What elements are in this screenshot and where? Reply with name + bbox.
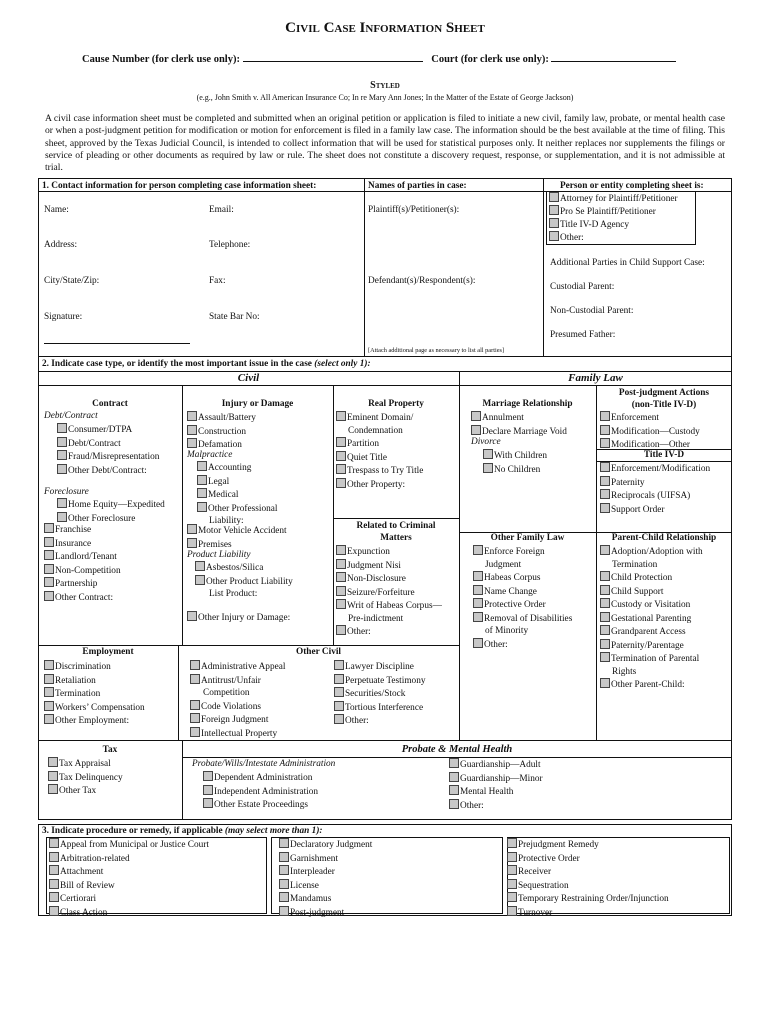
foreclosure-subheader: Foreclosure xyxy=(44,487,89,497)
checkbox-option[interactable]: Fraud/Misrepresentation xyxy=(57,450,159,464)
product-list xyxy=(195,561,293,601)
person-option-prose[interactable]: Pro Se Plaintiff/Petitioner xyxy=(549,205,656,219)
cause-number-label: Cause Number (for clerk use only): xyxy=(82,54,240,65)
preindictment-label: Pre-indictment xyxy=(348,613,404,624)
checkbox-option[interactable]: Seizure/Forfeiture xyxy=(336,586,442,600)
checkbox-option[interactable]: Custody or Visitation xyxy=(600,598,703,612)
checkbox-option[interactable]: Class Action xyxy=(49,906,209,920)
probate-header: Probate & Mental Health xyxy=(401,744,513,755)
contract-header: Contract xyxy=(92,399,128,409)
checkbox-option[interactable]: License xyxy=(279,879,372,893)
checkbox-option[interactable]: Gestational Parenting xyxy=(600,612,703,626)
checkbox-option[interactable]: Other: xyxy=(336,625,442,639)
checkbox-option[interactable]: Grandparent Access xyxy=(600,625,703,639)
checkbox-option[interactable]: Legal xyxy=(197,475,277,489)
other-family-header: Other Family Law xyxy=(490,533,565,543)
checkbox-option[interactable]: Guardianship—Minor xyxy=(449,772,543,786)
checkbox-option[interactable]: Administrative Appeal xyxy=(190,660,285,674)
other-injury-option[interactable]: Other Injury or Damage: xyxy=(187,611,290,625)
email-label: Email: xyxy=(209,205,234,215)
checkbox-option[interactable]: Attachment xyxy=(49,865,209,879)
checkbox-option[interactable]: Non-Disclosure xyxy=(336,572,442,586)
checkbox[interactable] xyxy=(549,218,559,228)
of-minority-label: of Minority xyxy=(485,626,529,636)
checkbox-option[interactable]: Paternity xyxy=(600,476,710,490)
employment-list xyxy=(44,660,145,728)
checkbox-option[interactable]: Enforcement/Modification xyxy=(600,462,710,476)
procedure-list-3 xyxy=(507,838,669,919)
postjudgment-header: Post-judgment Actions (non-Title IV-D) xyxy=(618,388,710,410)
checkbox-option[interactable]: Mandamus xyxy=(279,892,372,906)
checkbox-option[interactable]: Expunction xyxy=(336,545,442,559)
court-label: Court (for clerk use only): xyxy=(431,54,549,65)
section1-header: 1. Contact information for person completing case information sheet: xyxy=(42,181,317,191)
signature-line xyxy=(44,343,190,344)
other-family-list xyxy=(473,545,572,651)
section3-header: 3. Indicate procedure or remedy, if applicable (may select more than 1): xyxy=(42,826,323,836)
checkbox-option[interactable]: Other Property: xyxy=(336,478,423,492)
checkbox-option[interactable]: Asbestos/Silica xyxy=(195,561,293,575)
procedure-list-2 xyxy=(279,838,372,919)
checkbox-option[interactable]: Enforce Foreign xyxy=(473,545,572,559)
procedure-list-1 xyxy=(49,838,209,919)
additional-parties-label: Additional Parties in Child Support Case: xyxy=(550,258,705,268)
telephone-label: Telephone: xyxy=(209,240,251,250)
checkbox-option[interactable]: Other Foreclosure xyxy=(57,512,165,526)
styled-label: Styled xyxy=(370,80,400,91)
checkbox-option[interactable]: Partition xyxy=(336,437,423,451)
checkbox-option[interactable]: Reciprocals (UIFSA) xyxy=(600,489,710,503)
checkbox-option[interactable]: Defamation xyxy=(187,438,256,452)
defendant-label: Defendant(s)/Respondent(s): xyxy=(368,276,476,286)
section2-header: 2. Indicate case type, or identify the most important issue in the case (select only 1): xyxy=(42,359,371,369)
mental-health-list xyxy=(449,758,543,812)
checkbox-option[interactable]: Support Order xyxy=(600,503,710,517)
attach-note: [Attach additional page as necessary to list all parties] xyxy=(368,347,505,354)
checkbox-option[interactable]: Writ of Habeas Corpus— xyxy=(336,599,442,613)
checkbox[interactable] xyxy=(549,205,559,215)
checkbox-option[interactable]: Landlord/Tenant xyxy=(44,550,121,564)
condemnation-label: Condemnation xyxy=(348,425,403,436)
parties-header: Names of parties in case: xyxy=(368,181,467,191)
competition-label: Competition xyxy=(203,688,250,698)
checkbox-option[interactable]: Assault/Battery xyxy=(187,411,256,425)
injury-more-list xyxy=(187,524,287,551)
checkbox-option[interactable]: Other Debt/Contract: xyxy=(57,464,159,478)
checkbox-option[interactable]: Declare Marriage Void xyxy=(471,425,567,439)
checkbox-option[interactable]: Medical xyxy=(197,488,277,502)
checkbox[interactable] xyxy=(549,192,559,202)
debt-contract-subheader: Debt/Contract xyxy=(44,411,98,421)
styled-example: (e.g., John Smith v. All American Insurance Co; In re Mary Ann Jones; In the Matter of the Estate of George Jackson) xyxy=(196,93,574,102)
checkbox-option[interactable]: Annulment xyxy=(471,411,567,425)
checkbox-option[interactable]: Certiorari xyxy=(49,892,209,906)
checkbox-option[interactable]: Turnover xyxy=(507,906,669,920)
checkbox-option[interactable]: Other: xyxy=(334,714,426,728)
checkbox[interactable] xyxy=(549,231,559,241)
checkbox-option[interactable]: Quiet Title xyxy=(336,451,423,465)
court-field[interactable] xyxy=(551,52,676,62)
employment-header: Employment xyxy=(82,647,134,657)
checkbox-option[interactable]: Antitrust/Unfair xyxy=(190,674,285,688)
checkbox-option[interactable]: Lawyer Discipline xyxy=(334,660,426,674)
bar-number-label: State Bar No: xyxy=(209,312,260,322)
person-option-attorney[interactable]: Attorney for Plaintiff/Petitioner xyxy=(549,192,678,206)
checkbox-option[interactable]: Other Tax xyxy=(48,784,123,798)
checkbox-option[interactable]: Mental Health xyxy=(449,785,543,799)
parent-child-list xyxy=(600,545,703,692)
injury-list xyxy=(187,411,256,452)
checkbox-option[interactable]: Protective Order xyxy=(473,598,572,612)
tax-list xyxy=(48,757,123,798)
checkbox-option[interactable]: Temporary Restraining Order/Injunction xyxy=(507,892,669,906)
checkbox-option[interactable]: Guardianship—Adult xyxy=(449,758,543,772)
malpractice-subheader: Malpractice xyxy=(187,450,233,460)
checkbox-option[interactable]: Eminent Domain/ xyxy=(336,411,423,425)
checkbox-option[interactable]: Bill of Review xyxy=(49,879,209,893)
checkbox-option[interactable]: Home Equity—Expedited xyxy=(57,498,165,512)
checkbox-option[interactable]: Child Protection xyxy=(600,571,703,585)
checkbox-option[interactable]: Tax Appraisal xyxy=(48,757,123,771)
checkbox-option[interactable]: Retaliation xyxy=(44,674,145,688)
checkbox-option[interactable]: Partnership xyxy=(44,577,121,591)
divorce-list xyxy=(483,449,547,476)
contract-list xyxy=(57,423,159,477)
foreclosure-list xyxy=(57,498,165,525)
postjudgment-list xyxy=(600,411,700,452)
checkbox-option[interactable]: Declaratory Judgment xyxy=(279,838,372,852)
judgment-label: Judgment xyxy=(485,559,522,570)
noncustodial-parent-label: Non-Custodial Parent: xyxy=(550,306,634,316)
marriage-header: Marriage Relationship xyxy=(482,399,573,409)
plaintiff-label: Plaintiff(s)/Petitioner(s): xyxy=(368,205,460,215)
contract-more-list xyxy=(44,523,121,604)
list-product-label: List Product: xyxy=(209,589,258,599)
checkbox-option[interactable]: Other Contract: xyxy=(44,591,121,605)
marriage-list xyxy=(471,411,567,438)
checkbox-option[interactable]: Receiver xyxy=(507,865,669,879)
checkbox-option[interactable]: Other Employment: xyxy=(44,714,145,728)
checkbox-option[interactable]: Other Product Liability xyxy=(195,575,293,589)
checkbox-option[interactable]: Securities/Stock xyxy=(334,687,426,701)
person-option-title4d[interactable]: Title IV-D Agency xyxy=(549,218,629,232)
title4d-header: Title IV-D xyxy=(643,450,685,460)
checkbox-option[interactable]: Discrimination xyxy=(44,660,145,674)
checkbox-option[interactable]: Appeal from Municipal or Justice Court xyxy=(49,838,209,852)
checkbox-option[interactable]: Code Violations xyxy=(190,700,285,714)
checkbox-option[interactable]: Dependent Administration xyxy=(203,771,318,785)
checkbox-option[interactable]: Consumer/DTPA xyxy=(57,423,159,437)
checkbox-option[interactable]: Workers’ Compensation xyxy=(44,701,145,715)
checkbox-option[interactable]: Accounting xyxy=(197,461,277,475)
checkbox-option[interactable]: Modification—Custody xyxy=(600,425,700,439)
intro-paragraph: A civil case information sheet must be completed and submitted when an original petition or application is filed to initiate a new civil, family law, probate, or mental health case or when a post-judgment petition for modification or motion for enforcement is filed in a family law case. The information should be the best available at the time of filing. This sheet, approved by the Texas Judicial Council, is intended to collect information that will be used for statistical purposes only. It neither replaces nor supplements the filings or service of pleading or other documents as required by law or rule. The sheet does not constitute a discovery request, response, or supplementation, and it is not admissible at trial. xyxy=(45,113,725,174)
custodial-parent-label: Custodial Parent: xyxy=(550,282,615,292)
checkbox-option[interactable]: Motor Vehicle Accident xyxy=(187,524,287,538)
probate-subheader: Probate/Wills/Intestate Administration xyxy=(192,759,336,769)
probate-list xyxy=(203,771,318,812)
checkbox-option[interactable]: Premises xyxy=(187,538,287,552)
checkbox-option[interactable]: Post-judgment xyxy=(279,906,372,920)
checkbox-option[interactable]: Habeas Corpus xyxy=(473,571,572,585)
checkbox-option[interactable]: Construction xyxy=(187,425,256,439)
checkbox-option[interactable]: Termination of Parental xyxy=(600,652,703,666)
real-property-list xyxy=(336,411,423,491)
malpractice-list xyxy=(197,461,277,528)
checkbox-option[interactable]: Termination xyxy=(44,687,145,701)
checkbox-option[interactable]: Insurance xyxy=(44,537,121,551)
checkbox-option[interactable]: Debt/Contract xyxy=(57,437,159,451)
cause-number-field[interactable] xyxy=(243,52,423,62)
other-civil-list-b xyxy=(334,660,426,728)
presumed-father-label: Presumed Father: xyxy=(550,330,616,340)
checkbox-option[interactable]: Perpetuate Testimony xyxy=(334,674,426,688)
parent-child-header: Parent-Child Relationship xyxy=(611,533,717,543)
checkbox-option[interactable]: With Children xyxy=(483,449,547,463)
checkbox-option[interactable]: Sequestration xyxy=(507,879,669,893)
form-title: Civil Case Information Sheet xyxy=(285,20,485,36)
checkbox-option[interactable]: Independent Administration xyxy=(203,785,318,799)
signature-label: Signature: xyxy=(44,312,83,322)
divorce-subheader: Divorce xyxy=(471,437,501,447)
checkbox-option[interactable]: Modification—Other xyxy=(600,438,700,452)
checkbox-option[interactable]: Other Parent-Child: xyxy=(600,678,703,692)
termination-label: Termination xyxy=(612,559,658,570)
address-label: Address: xyxy=(44,240,78,250)
criminal-list xyxy=(336,545,442,639)
checkbox-option[interactable]: No Children xyxy=(483,463,547,477)
checkbox-option[interactable]: Garnishment xyxy=(279,852,372,866)
person-option-other[interactable]: Other: xyxy=(549,231,584,245)
checkbox-option[interactable]: Protective Order xyxy=(507,852,669,866)
checkbox-option[interactable]: Intellectual Property xyxy=(190,727,285,741)
checkbox-option[interactable]: Enforcement xyxy=(600,411,700,425)
checkbox-option[interactable]: Other Estate Proceedings xyxy=(203,798,318,812)
title4d-list xyxy=(600,462,710,516)
checkbox-option[interactable]: Arbitration-related xyxy=(49,852,209,866)
civil-header: Civil xyxy=(237,372,260,384)
checkbox-option[interactable]: Trespass to Try Title xyxy=(336,464,423,478)
rights-label: Rights xyxy=(612,666,637,677)
product-liability-subheader: Product Liability xyxy=(187,550,251,560)
checkbox-option[interactable]: Other: xyxy=(449,799,543,813)
person-header: Person or entity completing sheet is: xyxy=(560,181,704,191)
injury-header: Injury or Damage xyxy=(221,399,294,409)
family-law-header: Family Law xyxy=(568,372,623,384)
other-civil-header: Other Civil xyxy=(295,647,342,657)
checkbox-option[interactable]: Prejudgment Remedy xyxy=(507,838,669,852)
checkbox-option[interactable]: Adoption/Adoption with xyxy=(600,545,703,559)
name-label: Name: xyxy=(44,205,69,215)
checkbox-option[interactable]: Child Support xyxy=(600,585,703,599)
liability-label: Liability: xyxy=(209,516,244,526)
checkbox-option[interactable]: Paternity/Parentage xyxy=(600,639,703,653)
real-property-header: Real Property xyxy=(368,399,424,409)
checkbox-option[interactable]: Non-Competition xyxy=(44,564,121,578)
other-civil-list-a xyxy=(190,660,285,740)
cause-court-line xyxy=(82,52,676,65)
checkbox-option[interactable]: Other Professional xyxy=(197,502,277,516)
checkbox-option[interactable]: Foreign Judgment xyxy=(190,713,285,727)
criminal-header: Related to Criminal Matters xyxy=(356,521,436,543)
checkbox-option[interactable]: Interpleader xyxy=(279,865,372,879)
checkbox-option[interactable]: Judgment Nisi xyxy=(336,559,442,573)
checkbox-option[interactable]: Name Change xyxy=(473,585,572,599)
checkbox-option[interactable]: Tortious Interference xyxy=(334,701,426,715)
checkbox-option[interactable]: Franchise xyxy=(44,523,121,537)
checkbox-option[interactable]: Other: xyxy=(473,638,572,652)
fax-label: Fax: xyxy=(209,276,226,286)
city-label: City/State/Zip: xyxy=(44,276,100,286)
tax-header: Tax xyxy=(102,745,118,755)
checkbox-option[interactable]: Tax Delinquency xyxy=(48,771,123,785)
checkbox-option[interactable]: Removal of Disabilities xyxy=(473,612,572,626)
